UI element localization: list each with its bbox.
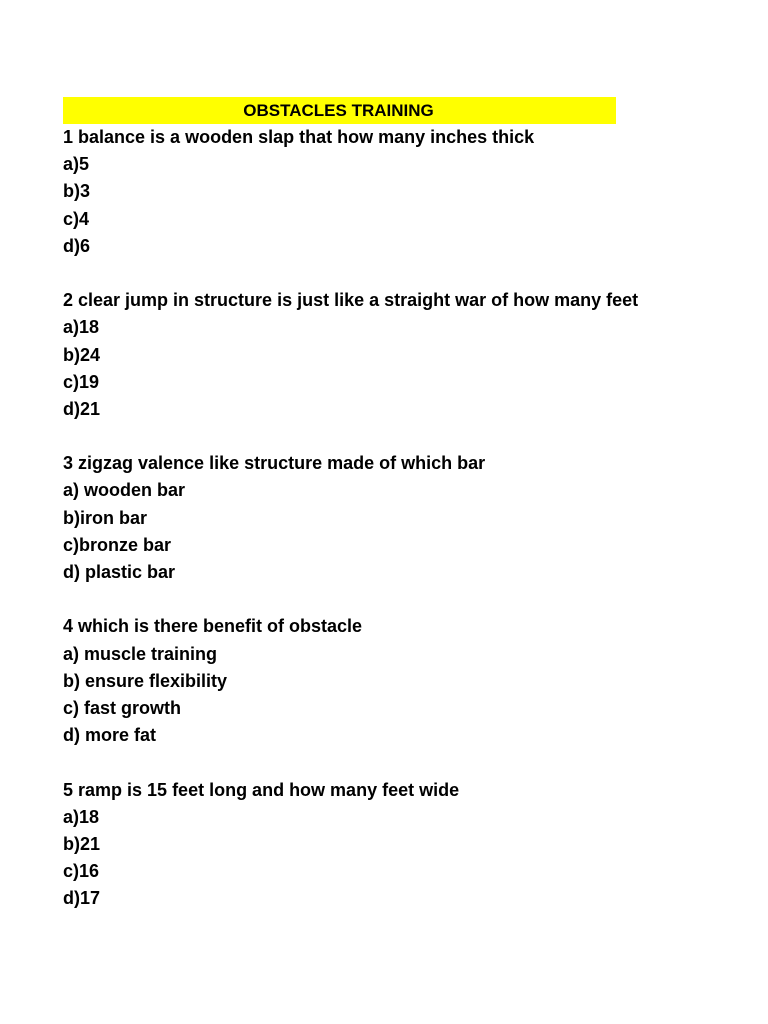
question-text: 4 which is there benefit of obstacle	[63, 616, 363, 637]
page-title: OBSTACLES TRAINING	[243, 101, 434, 120]
option-a: a) wooden bar	[63, 480, 186, 501]
document-sheet	[63, 97, 723, 912]
option-d: d) plastic bar	[63, 562, 176, 582]
option-b: b)21	[63, 833, 101, 854]
option-c: c)16	[63, 861, 100, 882]
question-text: 3 zigzag valence like structure made of which bar	[63, 453, 486, 474]
option-a: a)18	[63, 317, 100, 338]
title-banner	[63, 97, 616, 124]
option-c: c)bronze bar	[63, 534, 172, 555]
option-a: a)5	[63, 154, 90, 175]
option-c: c)19	[63, 371, 100, 392]
option-c: c)4	[63, 208, 90, 229]
question-text: 2 clear jump in structure is just like a straight war of how many feet	[63, 290, 639, 311]
option-a: a)18	[63, 806, 100, 827]
option-b: b)24	[63, 344, 101, 365]
option-b: b) ensure flexibility	[63, 670, 228, 691]
option-b: b)3	[63, 181, 90, 202]
option-d: d) more fat	[63, 725, 157, 746]
option-b: b)iron bar	[63, 507, 147, 528]
option-d: d)6	[63, 235, 90, 256]
spacer	[63, 260, 723, 287]
option-c: c) fast growth	[63, 697, 182, 718]
spacer	[63, 423, 723, 450]
question-text: 1 balance is a wooden slap that how many inches thick	[63, 127, 535, 147]
spacer	[63, 749, 723, 776]
option-d: d)17	[63, 888, 101, 909]
option-a: a) muscle training	[63, 643, 218, 664]
spacer	[63, 586, 723, 613]
option-d: d)21	[63, 398, 101, 419]
question-text: 5 ramp is 15 feet long and how many feet wide	[63, 779, 460, 800]
